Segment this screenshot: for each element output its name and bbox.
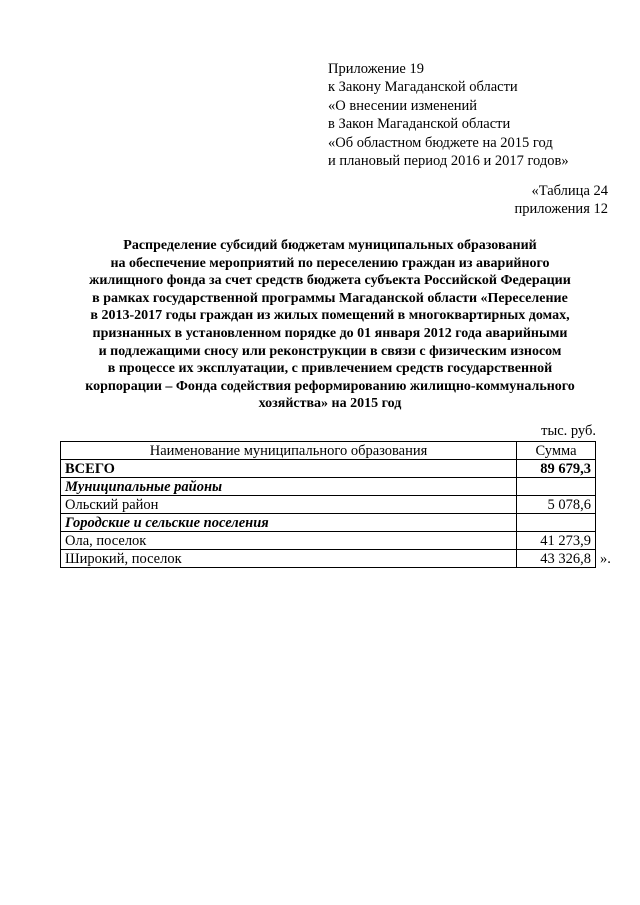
row-name: Ольский район: [61, 496, 517, 514]
row-name: Муниципальные районы: [61, 478, 517, 496]
closing-quote-mark: ».: [600, 551, 611, 567]
table-reference-appendix: приложения 12: [514, 201, 608, 218]
units-label: тыс. руб.: [541, 423, 596, 439]
row-sum: 43 326,8: [517, 550, 596, 568]
title-line: хозяйства» на 2015 год: [258, 396, 402, 412]
appendix-header-line: «Об областном бюджете на 2015 год: [328, 134, 553, 151]
table-row-group: [61, 514, 596, 532]
title-line: на обеспечение мероприятий по переселению граждан из аварийного: [110, 255, 550, 271]
appendix-header-line: «О внесении изменений: [328, 97, 478, 114]
table-row: [61, 532, 596, 550]
title-line: признанных в установленном порядке до 01 января 2012 года аварийными: [92, 325, 568, 341]
table-header-row: [61, 442, 596, 460]
title-line: корпорации – Фонда содействия реформированию жилищно-коммунального: [85, 378, 575, 394]
appendix-header-line: в Закон Магаданской области: [328, 116, 511, 133]
title-line: в 2013-2017 годы граждан из жилых помещений в многоквартирных домах,: [90, 308, 570, 324]
appendix-header-line: Приложение 19: [328, 61, 424, 77]
title-line: Распределение субсидий бюджетам муниципальных образований: [123, 238, 537, 253]
table-row-total: [61, 460, 596, 478]
row-name: Городские и сельские поселения: [61, 514, 517, 532]
column-header-name: Наименование муниципального образования: [61, 442, 517, 460]
row-sum: 5 078,6: [517, 496, 596, 514]
table-row-group: [61, 478, 596, 496]
appendix-header-line: к Закону Магаданской области: [328, 79, 518, 96]
table-row: [61, 496, 596, 514]
row-sum: 89 679,3: [517, 460, 596, 478]
table-reference: [515, 182, 608, 219]
title-line: жилищного фонда за счет средств бюджета субъекта Российской Федерации: [89, 273, 571, 289]
row-sum: [517, 478, 596, 496]
column-header-sum: Сумма: [517, 442, 596, 460]
title-line: в рамках государственной программы Магаданской области «Переселение: [92, 290, 568, 306]
title-line: и подлежащими сносу или реконструкции в связи с физическим износом: [98, 343, 562, 359]
title-line: в процессе их эксплуатации, с привлечением средств государственной: [107, 361, 553, 377]
row-sum: [517, 514, 596, 532]
appendix-header: [328, 60, 628, 170]
document-title: [40, 237, 620, 413]
row-name: Широкий, поселок: [61, 550, 517, 568]
row-name: ВСЕГО: [61, 460, 517, 478]
row-sum: 41 273,9: [517, 532, 596, 550]
subsidy-table: [60, 441, 596, 568]
row-name: Ола, поселок: [61, 532, 517, 550]
table-row: [61, 550, 596, 568]
table-reference-number: «Таблица 24: [531, 183, 608, 199]
appendix-header-line: и плановый период 2016 и 2017 годов»: [328, 153, 569, 170]
